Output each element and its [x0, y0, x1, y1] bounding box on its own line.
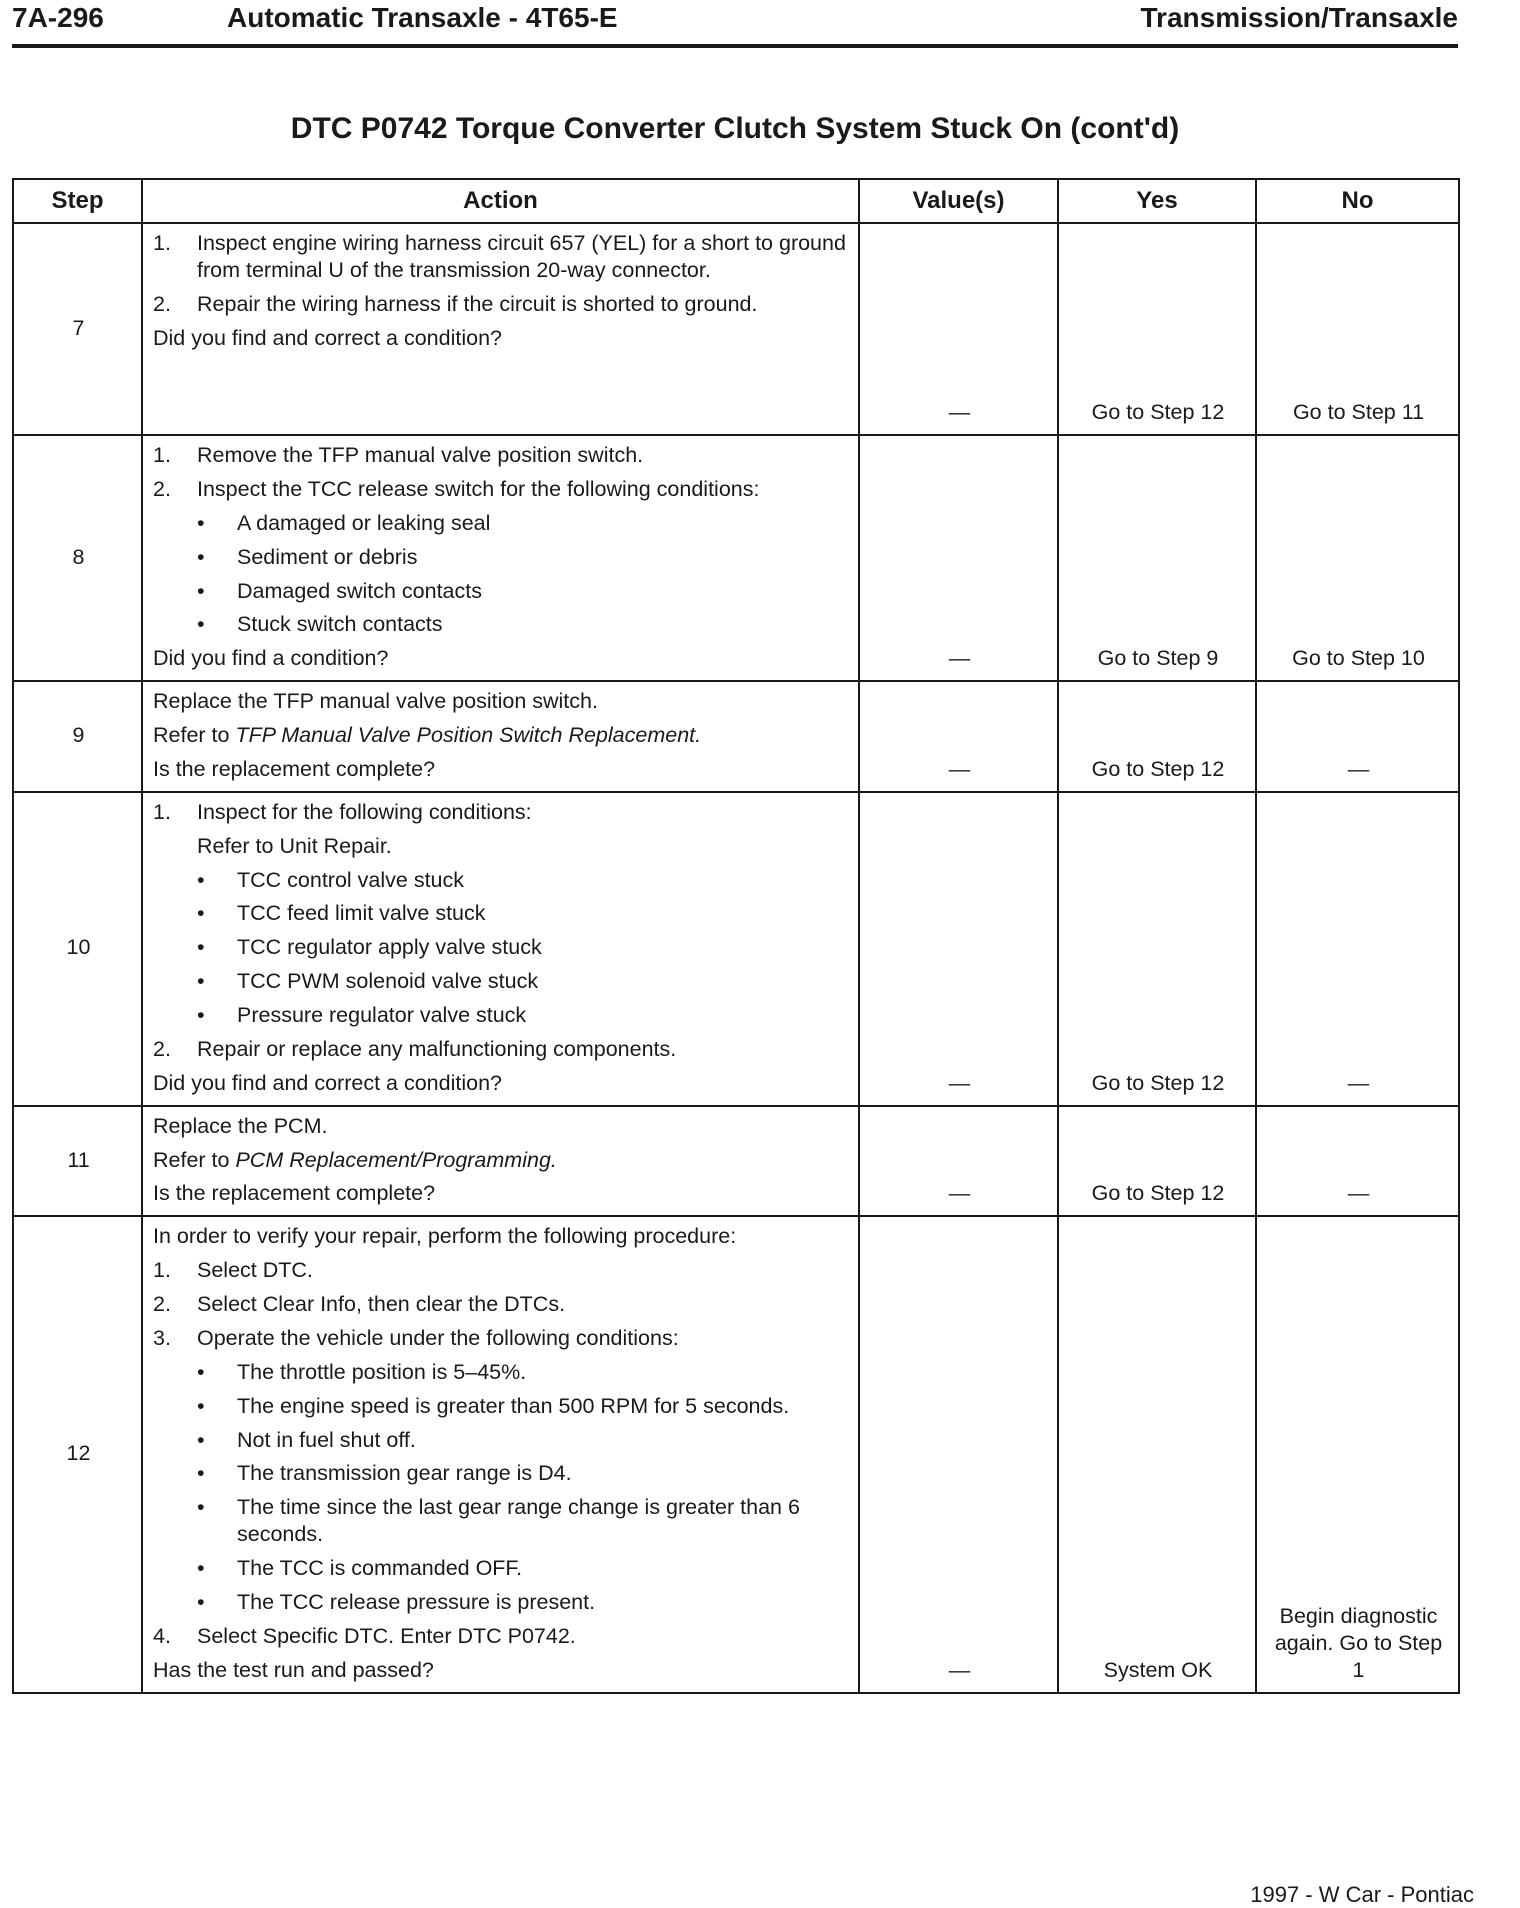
- bullet-icon: •: [197, 901, 205, 926]
- bullet-text: Stuck switch contacts: [237, 612, 443, 637]
- value-cell: —: [859, 792, 1058, 1106]
- action-cell: [142, 1106, 859, 1217]
- action-line: Replace the TFP manual valve position switch.: [153, 689, 598, 714]
- column-header-step: Step: [13, 179, 142, 223]
- item-text: Repair the wiring harness if the circuit is shorted to ground.: [197, 291, 758, 316]
- numbered-item: [153, 1623, 850, 1650]
- item-text: Operate the vehicle under the following conditions:: [197, 1325, 679, 1350]
- yes-cell: Go to Step 12: [1058, 792, 1256, 1106]
- table-row-step-7: [13, 223, 1459, 435]
- table-row-step-9: [13, 681, 1459, 792]
- step-number: 11: [13, 1106, 142, 1217]
- table-body: [13, 223, 1459, 1693]
- bullet-item: [197, 968, 850, 995]
- item-text: Inspect engine wiring harness circuit 657 (YEL) for a short to ground from terminal U of the transmission 20-way connector.: [197, 231, 846, 282]
- item-number: 1.: [153, 799, 171, 824]
- bullet-icon: •: [197, 578, 205, 603]
- bullet-text: TCC control valve stuck: [237, 867, 465, 892]
- no-cell: Begin diagnostic again. Go to Step 1: [1256, 1216, 1459, 1692]
- numbered-item: [153, 1257, 850, 1284]
- bullet-text: Not in fuel shut off.: [237, 1427, 416, 1452]
- action-line: Did you find and correct a condition?: [153, 1070, 502, 1095]
- item-number: 1.: [153, 443, 171, 467]
- section-title: Automatic Transaxle - 4T65-E: [227, 2, 618, 33]
- bullet-item: [197, 900, 850, 927]
- item-number: 2.: [153, 291, 171, 316]
- item-text: Inspect for the following conditions:: [197, 799, 532, 824]
- item-number: 2.: [153, 476, 171, 501]
- step-number: 8: [13, 435, 142, 681]
- bullet-item: [197, 544, 850, 571]
- action-cell: [142, 223, 859, 435]
- step-number: 12: [13, 1216, 142, 1692]
- bullet-text: A damaged or leaking seal: [237, 510, 491, 535]
- numbered-item: [153, 442, 850, 469]
- reference-title: PCM Replacement/Programming.: [235, 1147, 557, 1172]
- action-cell: [142, 681, 859, 792]
- bullet-text: Pressure regulator valve stuck: [237, 1003, 527, 1027]
- step-number: 10: [13, 792, 142, 1106]
- reference-line: [153, 722, 850, 749]
- column-header-yes: Yes: [1058, 179, 1256, 223]
- bullet-icon: •: [197, 1556, 205, 1580]
- item-text: Inspect the TCC release switch for the following conditions:: [197, 476, 760, 501]
- page-number: 7A-296: [12, 2, 104, 33]
- reference-title: TFP Manual Valve Position Switch Replacement.: [235, 723, 702, 747]
- value-cell: —: [859, 435, 1058, 681]
- numbered-item: [153, 476, 850, 503]
- bullet-icon: •: [197, 867, 205, 892]
- value-cell: —: [859, 681, 1058, 792]
- step-number: 9: [13, 681, 142, 792]
- yes-cell: Go to Step 12: [1058, 681, 1256, 792]
- header-rule: [12, 44, 1458, 48]
- item-text: Select DTC.: [197, 1258, 313, 1283]
- bullet-icon: •: [197, 1495, 205, 1520]
- no-cell: —: [1256, 681, 1459, 792]
- bullet-item: [197, 867, 850, 894]
- bullet-item: [197, 1002, 850, 1029]
- no-cell: Go to Step 11: [1256, 223, 1459, 435]
- numbered-item: [153, 799, 850, 826]
- value-cell: —: [859, 1216, 1058, 1692]
- bullet-icon: •: [197, 935, 205, 960]
- bullet-item: [197, 1460, 850, 1487]
- yes-cell: Go to Step 12: [1058, 223, 1256, 435]
- bullet-icon: •: [197, 1427, 205, 1452]
- action-line: Is the replacement complete?: [153, 1181, 436, 1206]
- page-footer: 1997 - W Car - Pontiac: [1250, 1882, 1474, 1907]
- bullet-icon: •: [197, 544, 205, 569]
- bullet-item: [197, 1494, 850, 1548]
- action-cell: [142, 792, 859, 1106]
- bullet-text: Damaged switch contacts: [237, 578, 482, 603]
- bullet-item: [197, 578, 850, 605]
- action-line: Has the test run and passed?: [153, 1657, 434, 1682]
- value-cell: —: [859, 1106, 1058, 1217]
- bullet-icon: •: [197, 612, 205, 637]
- item-number: 1.: [153, 231, 171, 255]
- numbered-item: [153, 1325, 850, 1352]
- table-row-step-10: [13, 792, 1459, 1106]
- chapter-title: Transmission/Transaxle: [1140, 2, 1458, 33]
- column-header-values: Value(s): [859, 179, 1058, 223]
- value-cell: —: [859, 223, 1058, 435]
- numbered-item: [153, 1291, 850, 1318]
- diagnostic-table: [12, 178, 1460, 1694]
- bullet-icon: •: [197, 969, 205, 994]
- bullet-icon: •: [197, 1359, 205, 1384]
- numbered-item: [153, 291, 850, 318]
- bullet-item: [197, 934, 850, 961]
- reference-prefix: Refer to: [153, 1147, 236, 1172]
- bullet-icon: •: [197, 1461, 205, 1486]
- item-number: 2.: [153, 1292, 171, 1316]
- bullet-item: [197, 1427, 850, 1454]
- table-row-step-12: [13, 1216, 1459, 1692]
- action-line: In order to verify your repair, perform the following procedure:: [153, 1224, 737, 1249]
- bullet-item: [197, 1555, 850, 1582]
- bullet-text: The transmission gear range is D4.: [237, 1461, 572, 1486]
- bullet-text: The TCC is commanded OFF.: [237, 1556, 523, 1580]
- item-number: 4.: [153, 1623, 171, 1648]
- item-number: 2.: [153, 1036, 171, 1061]
- numbered-item: [153, 1036, 850, 1063]
- bullet-text: TCC PWM solenoid valve stuck: [237, 969, 539, 994]
- reference-line: [153, 1147, 850, 1174]
- reference-prefix: Refer to: [153, 723, 236, 747]
- item-text: Repair or replace any malfunctioning components.: [197, 1036, 677, 1061]
- bullet-item: [197, 611, 850, 638]
- table-row-step-11: [13, 1106, 1459, 1217]
- action-line: Did you find a condition?: [153, 646, 389, 671]
- action-line: Is the replacement complete?: [153, 756, 436, 781]
- column-header-no: No: [1256, 179, 1459, 223]
- bullet-text: TCC feed limit valve stuck: [237, 901, 486, 926]
- item-text: Select Clear Info, then clear the DTCs.: [197, 1292, 566, 1316]
- bullet-item: [197, 510, 850, 537]
- action-cell: [142, 1216, 859, 1692]
- action-line: Replace the PCM.: [153, 1113, 328, 1138]
- bullet-item: [197, 1589, 850, 1616]
- step-number: 7: [13, 223, 142, 435]
- table-row-step-8: [13, 435, 1459, 681]
- bullet-text: The TCC release pressure is present.: [237, 1589, 596, 1614]
- page-title: DTC P0742 Torque Converter Clutch System Stuck On (cont'd): [290, 112, 1180, 145]
- page-header: [12, 0, 1458, 44]
- bullet-icon: •: [197, 510, 205, 535]
- item-text: Remove the TFP manual valve position switch.: [197, 443, 644, 467]
- bullet-text: Sediment or debris: [237, 544, 418, 569]
- bullet-text: TCC regulator apply valve stuck: [237, 935, 542, 960]
- yes-cell: Go to Step 12: [1058, 1106, 1256, 1217]
- table-header-row: [13, 179, 1459, 223]
- bullet-text: The throttle position is 5–45%.: [237, 1359, 527, 1384]
- indented-text: Refer to Unit Repair.: [197, 833, 392, 858]
- no-cell: —: [1256, 1106, 1459, 1217]
- bullet-item: [197, 1359, 850, 1386]
- action-line: Did you find and correct a condition?: [153, 325, 502, 350]
- bullet-icon: •: [197, 1393, 205, 1418]
- column-header-action: Action: [142, 179, 859, 223]
- bullet-icon: •: [197, 1589, 205, 1614]
- no-cell: Go to Step 10: [1256, 435, 1459, 681]
- bullet-icon: •: [197, 1003, 205, 1027]
- item-text: Select Specific DTC. Enter DTC P0742.: [197, 1623, 576, 1648]
- bullet-item: [197, 1393, 850, 1420]
- yes-cell: System OK: [1058, 1216, 1256, 1692]
- yes-cell: Go to Step 9: [1058, 435, 1256, 681]
- item-number: 3.: [153, 1325, 171, 1350]
- item-number: 1.: [153, 1258, 171, 1283]
- bullet-text: The time since the last gear range change is greater than 6 seconds.: [237, 1495, 800, 1547]
- numbered-item: [153, 230, 850, 284]
- no-cell: —: [1256, 792, 1459, 1106]
- bullet-text: The engine speed is greater than 500 RPM for 5 seconds.: [237, 1393, 790, 1418]
- action-cell: [142, 435, 859, 681]
